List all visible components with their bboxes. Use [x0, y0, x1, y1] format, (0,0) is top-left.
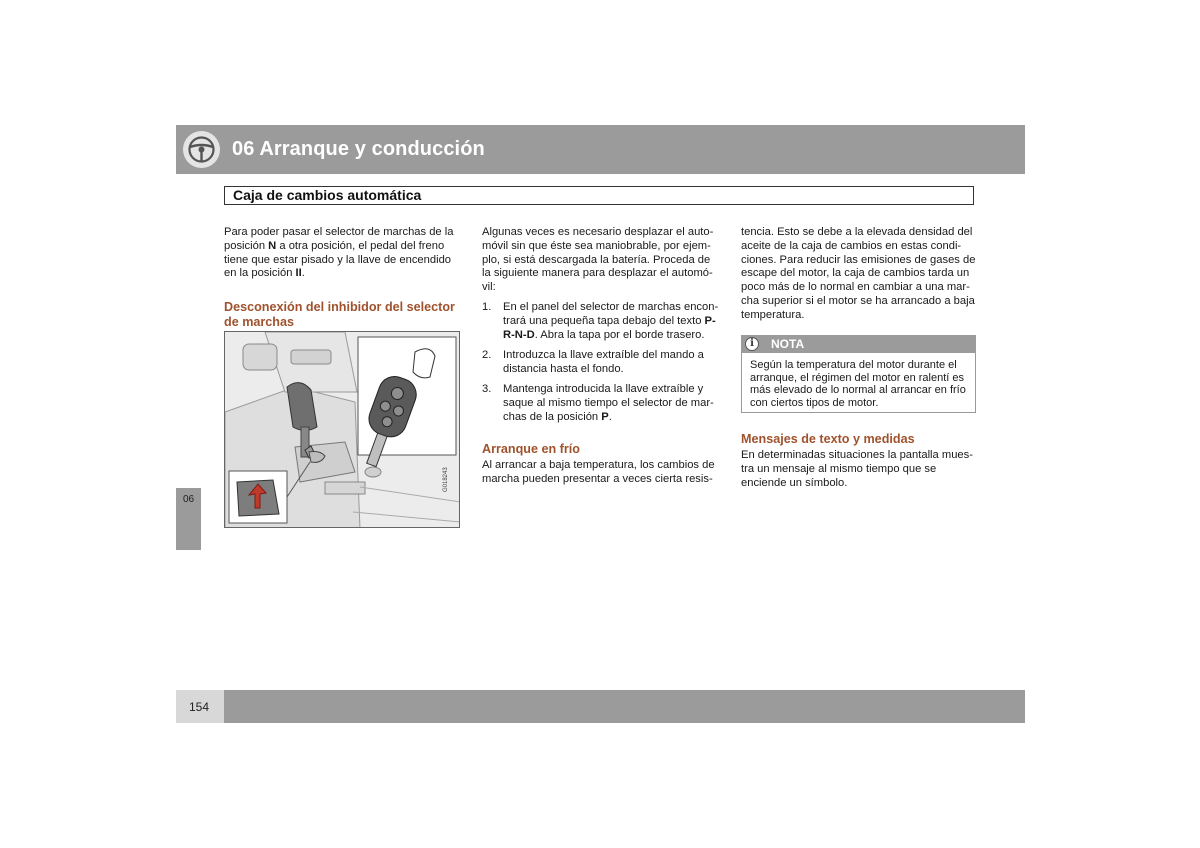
text-line: enciende un símbolo. [741, 476, 848, 489]
step-1-text [503, 301, 721, 342]
gear-selector-illustration [224, 331, 460, 528]
gear-text-bold: P- [704, 314, 716, 327]
key-position-ii: II [295, 267, 302, 280]
gear-position-n: N [268, 239, 277, 252]
text-line: ciones. Para reducir las emisiones de gases de [741, 253, 976, 266]
note-label: NOTA [771, 337, 805, 351]
text-line: escape del motor, la caja de cambios tarda un [741, 267, 970, 280]
figure-code: G018243 [443, 467, 449, 492]
text-line: En el panel del selector de marchas encon- [503, 301, 719, 313]
step-number: 2. [482, 349, 492, 361]
note-text [750, 359, 972, 409]
text-line: marcha pueden presentar a veces cierta resis- [482, 472, 713, 485]
gear-text-bold: P [601, 410, 609, 423]
page-number: 154 [189, 700, 210, 714]
text-line [503, 329, 721, 343]
text-line: con ciertos tipos de motor. [750, 396, 879, 409]
text-line [224, 267, 464, 281]
step-3-text [503, 383, 721, 424]
text-line: móvil sin que éste sea maniobrable, por ejem- [482, 239, 711, 252]
subheading-messages: Mensajes de texto y medidas [741, 432, 915, 446]
text-line: vil: [482, 281, 496, 294]
subheading-inhibitor [224, 300, 469, 329]
text-span: chas de la posición [503, 410, 602, 423]
chapter-title: 06 Arranque y conducción [232, 138, 485, 160]
steering-wheel-icon [183, 131, 220, 168]
text-line: poco más de lo normal en cambiar a una mar- [741, 281, 970, 294]
text-line: Según la temperatura del motor durante el [750, 359, 957, 371]
text-line: tra un mensaje al mismo tiempo que se [741, 462, 937, 475]
step-number: 1. [482, 301, 492, 313]
subheading-cold-start: Arranque en frío [482, 442, 580, 456]
text-line: saque al mismo tiempo el selector de mar- [503, 396, 714, 409]
side-tab-label: 06 [183, 494, 195, 505]
text-line: Algunas veces es necesario desplazar el auto- [482, 226, 714, 238]
gear-text-bold: R-N-D [503, 328, 535, 341]
text-line: arranque, el régimen del motor en ralentí es [750, 371, 965, 384]
text-line [503, 411, 721, 425]
text-line: tencia. Esto se debe a la elevada densidad del [741, 226, 973, 238]
column3-intro [741, 226, 981, 323]
text-span: . Abra la tapa por el borde trasero. [534, 328, 705, 341]
text-line: Introduzca la llave extraíble del mando a [503, 349, 704, 361]
step-number: 3. [482, 383, 492, 395]
text-line [224, 240, 464, 254]
info-icon: i [745, 337, 759, 351]
text-line [503, 315, 721, 329]
subheading-line: Desconexión del inhibidor del selector [224, 300, 455, 314]
messages-text [741, 449, 981, 490]
text-line: temperatura. [741, 308, 805, 321]
cold-start-text [482, 459, 722, 487]
text-line: distancia hasta el fondo. [503, 362, 624, 375]
text-span: en la posición [224, 267, 296, 280]
text-line: la siguiente manera para desplazar el automó- [482, 267, 713, 280]
text-line: cha superior si el motor se ha arrancado a baja [741, 294, 975, 307]
step-2-text [503, 349, 721, 377]
text-span: . [608, 410, 612, 423]
column2-intro [482, 226, 722, 295]
text-span: a otra posición, el pedal del freno [276, 239, 445, 252]
text-line: más elevado de lo normal al arrancar en frío [750, 384, 966, 397]
text-line: plo, si está descargada la batería. Proceda de [482, 253, 711, 266]
text-span: . [301, 267, 305, 280]
text-line: En determinadas situaciones la pantalla mues- [741, 449, 973, 461]
footer-bar [224, 690, 1025, 723]
text-span: posición [224, 239, 269, 252]
text-line: Mantenga introducida la llave extraíble y [503, 383, 704, 395]
text-span: trará una pequeña tapa debajo del texto [503, 314, 705, 327]
text-line: Para poder pasar el selector de marchas de la [224, 226, 454, 238]
text-line: tiene que estar pisado y la llave de encendido [224, 253, 452, 266]
column1-intro [224, 226, 464, 281]
subheading-line: de marchas [224, 314, 295, 329]
section-title: Caja de cambios automática [233, 187, 422, 203]
text-line: Al arrancar a baja temperatura, los cambios de [482, 459, 715, 471]
text-line: aceite de la caja de cambios en estas condi- [741, 239, 962, 252]
